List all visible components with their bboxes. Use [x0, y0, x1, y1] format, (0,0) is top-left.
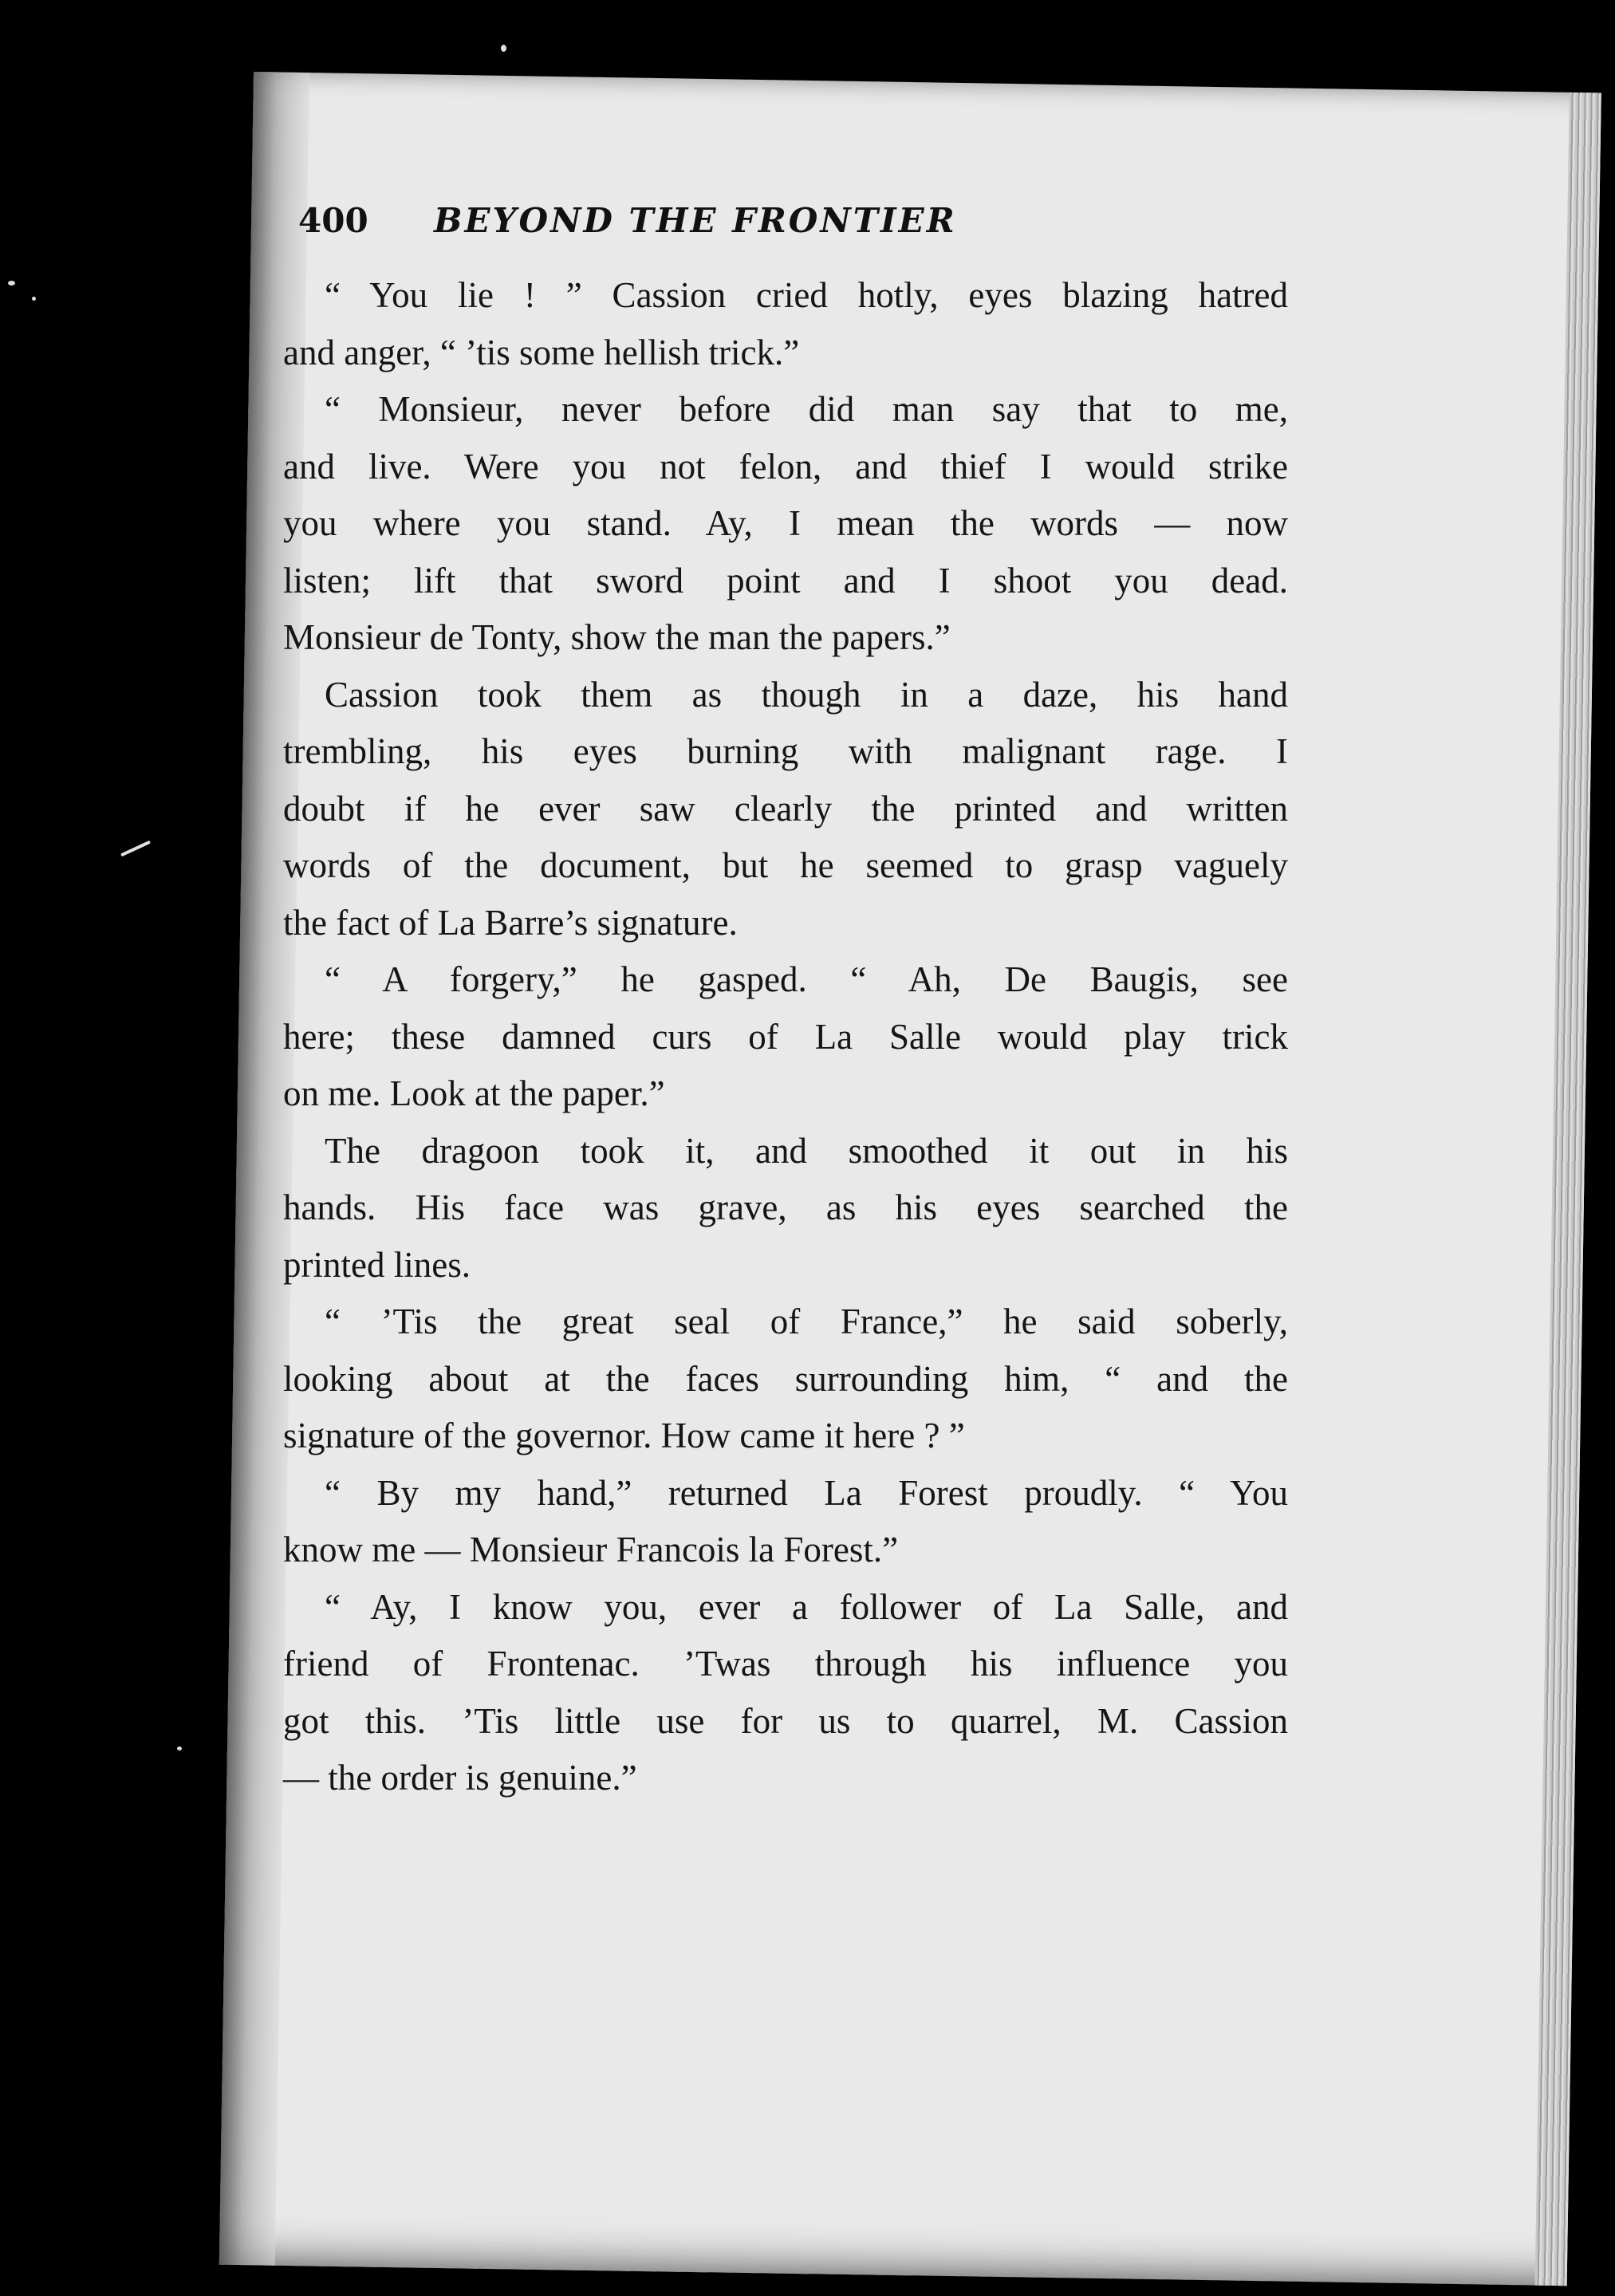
text-line: on me. Look at the paper.”: [283, 1073, 665, 1113]
page-number: 400: [298, 201, 368, 240]
text-line: words of the document, but he seemed to grasp vaguely: [283, 845, 1288, 885]
text-line: know me — Monsieur Francois la Forest.”: [283, 1530, 899, 1569]
page-header: [298, 201, 1287, 265]
text-line: “ By my hand,” returned La Forest proudly. “ You: [325, 1472, 1288, 1513]
text-line: printed lines.: [283, 1244, 471, 1285]
text-line: here; these damned curs of La Salle would play trick: [283, 1016, 1288, 1057]
page-edges: [1535, 93, 1601, 2286]
text-line: got this. ’Tis little use for us to quarrel, M. Cassion: [283, 1700, 1288, 1741]
body-text: [283, 267, 1288, 1807]
text-line: looking about at the faces surrounding him, “ and the: [283, 1358, 1288, 1399]
text-line: trembling, his eyes burning with malignant rage. I: [283, 731, 1288, 771]
text-line: signature of the governor. How came it here ? ”: [283, 1416, 965, 1455]
text-line: “ You lie ! ” Cassion cried hotly, eyes blazing hatred: [325, 275, 1288, 315]
text-line: the fact of La Barre’s signature.: [283, 902, 738, 943]
text-line: and anger, “ ’tis some hellish trick.”: [283, 332, 800, 372]
text-line: Cassion took them as though in a daze, his hand: [325, 674, 1288, 715]
text-line: you where you stand. Ay, I mean the words — now: [283, 503, 1288, 543]
text-line: “ Ay, I know you, ever a follower of La Salle, and: [325, 1586, 1288, 1627]
text-line: friend of Frontenac. ’Twas through his influence you: [283, 1644, 1288, 1684]
running-head: BEYOND THE FRONTIER: [434, 201, 957, 240]
text-line: and live. Were you not felon, and thief I would strike: [283, 446, 1288, 486]
text-line: hands. His face was grave, as his eyes searched the: [283, 1187, 1288, 1227]
text-line: “ A forgery,” he gasped. “ Ah, De Baugis, see: [325, 959, 1288, 999]
text-line: listen; lift that sword point and I shoot you dead.: [283, 560, 1288, 601]
text-line: — the order is genuine.”: [283, 1758, 637, 1798]
text-line: doubt if he ever saw clearly the printed and written: [283, 788, 1288, 829]
text-line: “ ’Tis the great seal of France,” he said soberly,: [325, 1302, 1288, 1341]
text-line: The dragoon took it, and smoothed it out in his: [325, 1130, 1288, 1171]
text-line: “ Monsieur, never before did man say that to me,: [325, 389, 1288, 429]
text-line: Monsieur de Tonty, show the man the papers.”: [283, 617, 951, 657]
